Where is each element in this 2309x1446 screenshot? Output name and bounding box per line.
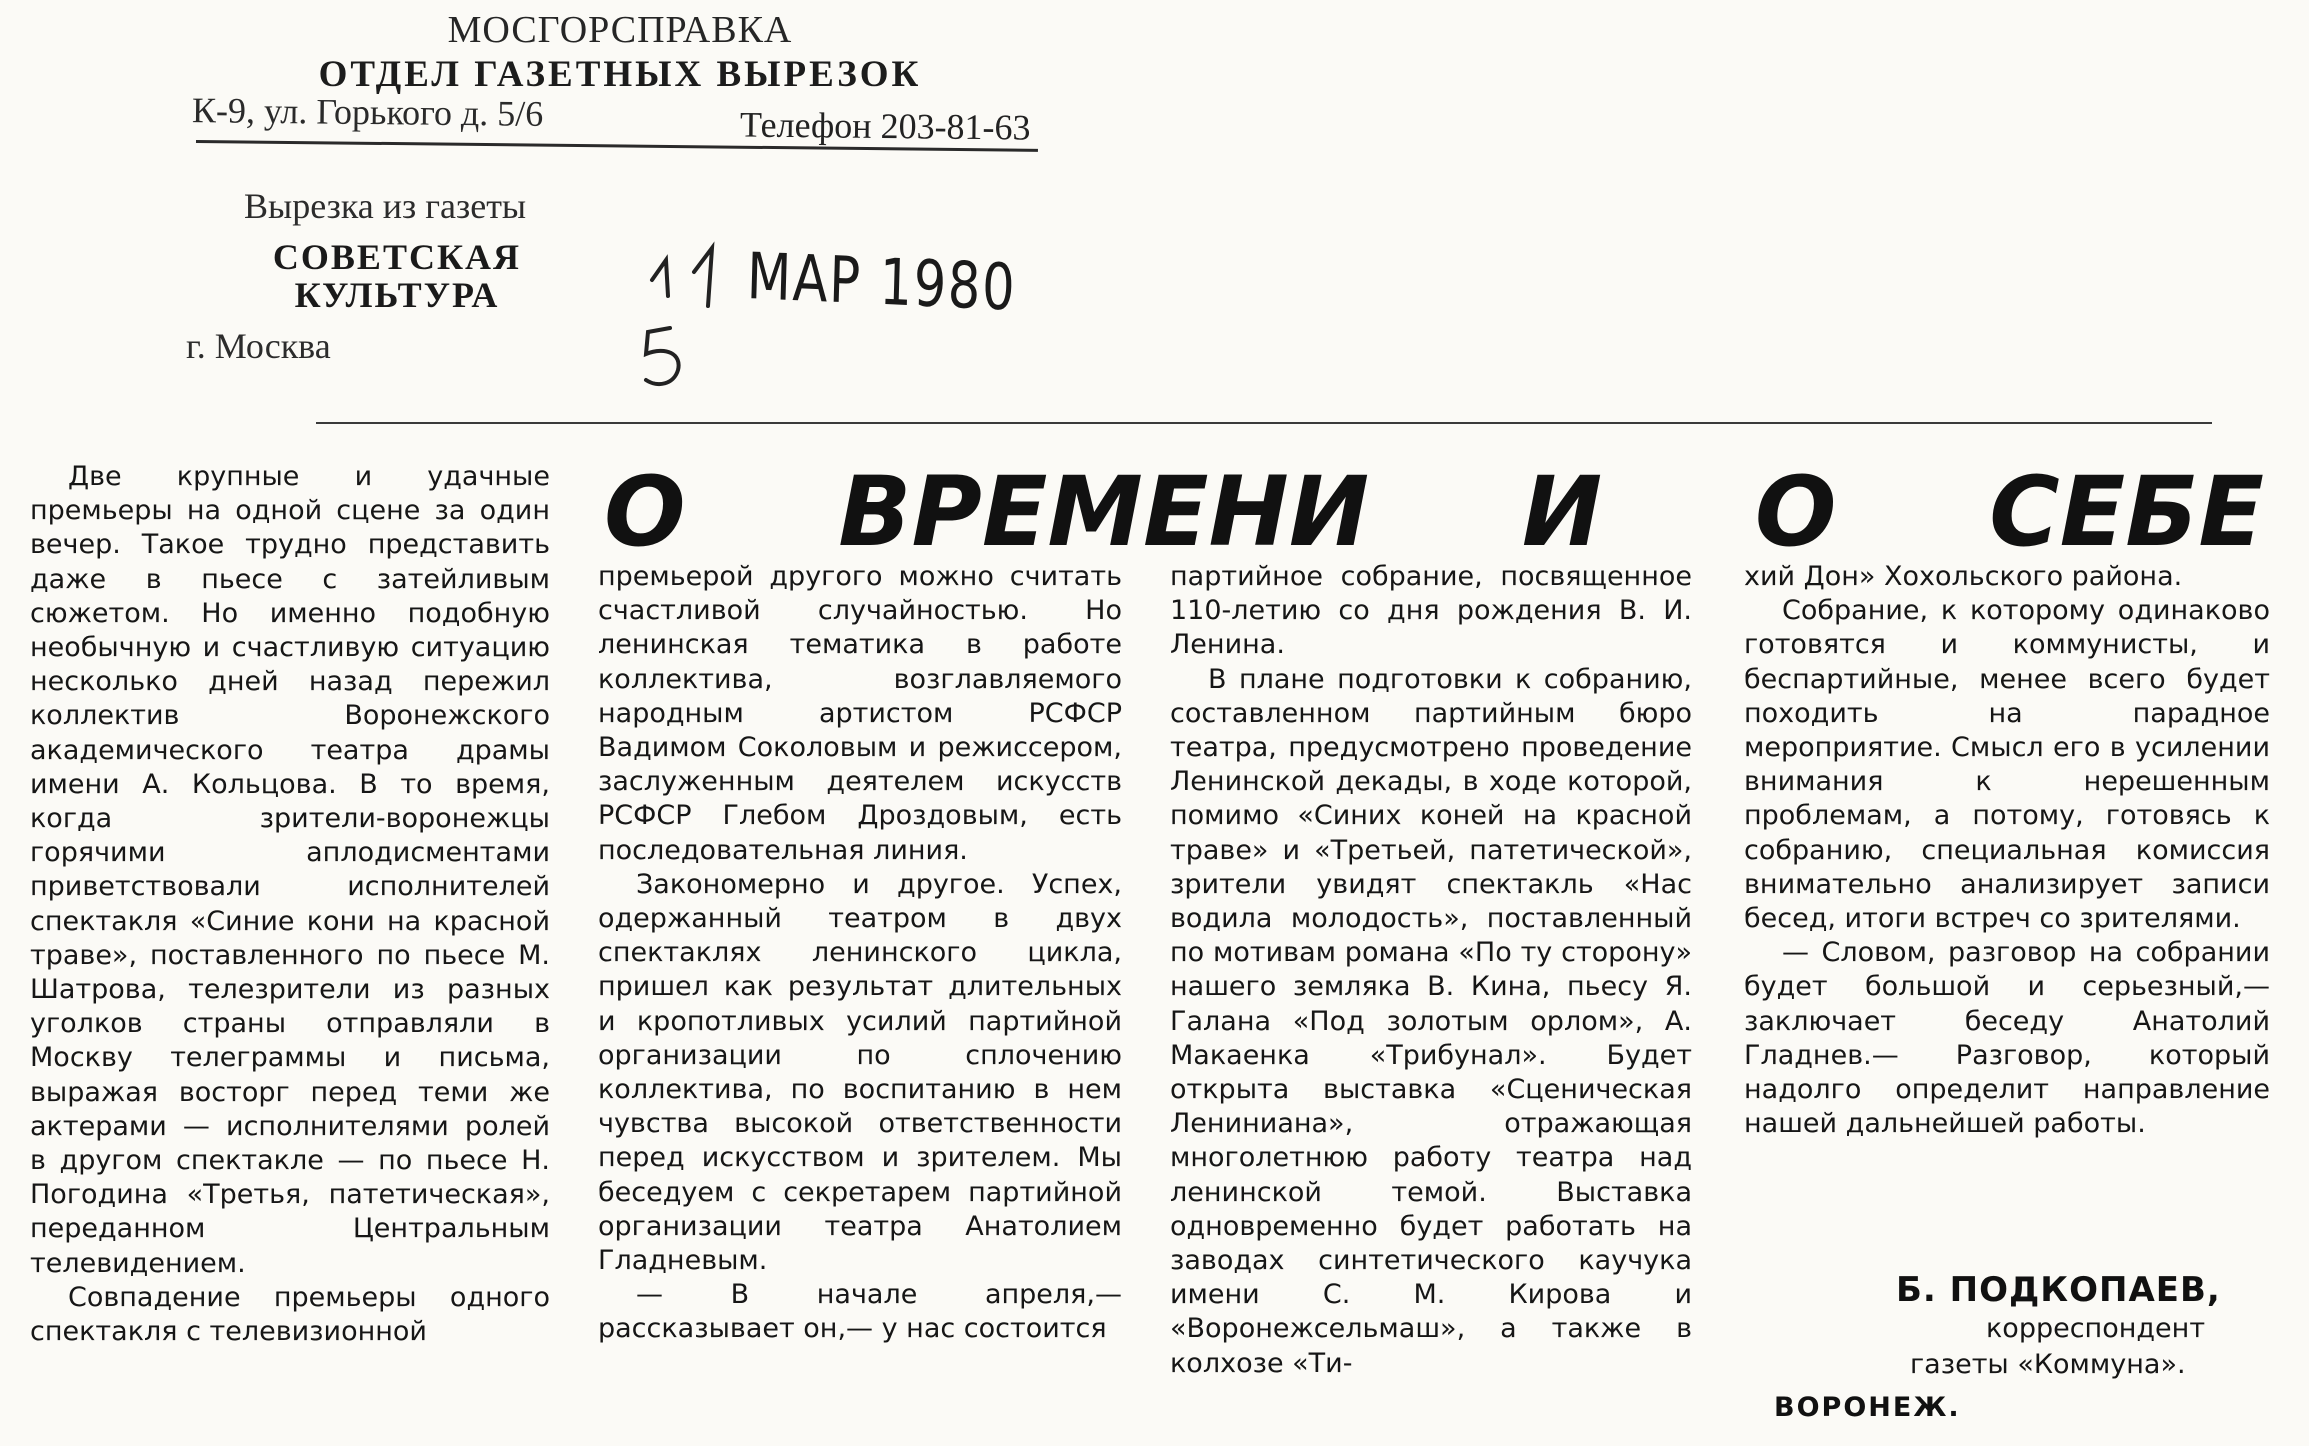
headline-word: О (1754, 456, 1837, 568)
paragraph: партийное собрание, посвященное 110-летию со дня рождения В. И. Ленина. (1170, 561, 1692, 661)
headline-word: СЕБЕ (1989, 456, 2264, 568)
paragraph: премьерой другого можно считать счастливой случайностью. Но ленинская тематика в работе коллектива, возглавляемого народным артистом РСФСР Вадимом Соколовым и режиссером, заслуженным деятелем искусств РСФСР Глебом Дроздовым, есть последовательная линия. (598, 561, 1122, 866)
headline-word: И (1521, 456, 1603, 568)
paragraph: — Словом, разговор на собрании будет большой и серьезный,—заключает беседу Анатолий Гладнев.— Разговор, который надолго определит направление нашей дальнейшей работы. (1744, 937, 2270, 1140)
headline-word: ВРЕМЕНИ (838, 456, 1370, 568)
agency-name: МОСГОРСПРАВКА (447, 9, 793, 51)
article-headline (604, 456, 2264, 568)
article-column-3 (1170, 560, 1692, 1381)
headline-word: О (604, 456, 686, 568)
author-name: Б. ПОДКОПАЕВ, (1896, 1270, 2221, 1310)
newspaper-name (262, 238, 532, 314)
dateline-city: ВОРОНЕЖ. (1774, 1392, 1961, 1423)
newspaper-name-line2: КУЛЬТУРА (294, 275, 500, 315)
article-column-2 (598, 560, 1122, 1347)
paragraph: В плане подготовки к собранию, составленном партийным бюро театра, предусмотрено проведение Ленинской декады, в ходе которой, помимо «Синих коней на красной траве» и «Третьей, патетической», зрители увидят спектакль «Нас водила молодость», поставленный по мотивам романа «По ту сторону» нашего земляка В. Кина, пьесу Я. Галана «Под золотым орлом», А. Макаенка «Трибунал». Будет открыта выставка «Сценическая Лениниана», отражающая многолетнюю работу театра над ленинской темой. Выставка одновременно будет работать на заводах синтетического каучука имени С. М. Кирова и «Воронежсельмаш», а также в колхозе «Ти- (1170, 663, 1692, 1379)
clipping-label: Вырезка из газеты (244, 186, 527, 226)
newspaper-name-line1: СОВЕТСКАЯ (272, 237, 522, 277)
paragraph: Собрание, к которому одинаково готовятся и коммунисты, и беспартийные, менее всего будет походить на парадное мероприятие. Смысл его в усилении внимания к нерешенным проблемам, а потому, готовясь к собранию, специальная комиссия внимательно анализирует записи бесед, итоги встреч со зрителями. (1744, 595, 2270, 935)
paragraph: — В начале апреля,— рассказывает он,— у нас состоится (598, 1279, 1122, 1345)
author-publication: газеты «Коммуна». (1910, 1349, 2186, 1380)
paragraph: хий Дон» Хохольского района. (1744, 561, 2183, 592)
author-role: корреспондент (1986, 1313, 2206, 1344)
date-stamp: МАР 1980 (745, 239, 1018, 326)
handwritten-day-mark (630, 236, 740, 396)
article-column-4 (1744, 560, 2270, 1141)
paragraph: Совпадение премьеры одного спектакля с телевизионной (30, 1281, 550, 1348)
agency-address: К-9, ул. Горького д. 5/6 (191, 90, 544, 134)
header-separator (316, 422, 2212, 424)
paragraph: Две крупные и удачные премьеры на одной сцене за один вечер. Такое трудно представить даже в пьесе с затейливым сюжетом. Но именно подобную необычную и счастливую ситуацию несколько дней назад пережил коллектив Воронежского академического театра драмы имени А. Кольцова. В то время, когда зрители-воронежцы горячими аплодисментами приветствовали исполнителей спектакля «Синие кони на красной траве», поставленного по пьесе М. Шатрова, телезрители из разных уголков страны отправляли в Москву телеграммы и письма, выражая восторг перед теми же актерами — исполнителями ролей в другом спектакле — по пьесе Н. Погодина «Третья, патетическая», переданном Центральным телевидением. (30, 461, 550, 1279)
newspaper-city: г. Москва (186, 326, 331, 366)
article-column-1 (30, 460, 550, 1349)
agency-department: ОТДЕЛ ГАЗЕТНЫХ ВЫРЕЗОК (318, 54, 922, 95)
paragraph: Закономерно и другое. Успех, одержанный театром в двух спектаклях ленинского цикла, пришел как результат длительных и кропотливых усилий партийной организации по сплочению коллектива, по воспитанию в нем чувства высокой ответственности перед искусством и зрителем. Мы беседуем с секретарем партийной организации театра Анатолием Гладневым. (598, 868, 1122, 1277)
agency-phone: Телефон 203-81-63 (739, 104, 1031, 148)
